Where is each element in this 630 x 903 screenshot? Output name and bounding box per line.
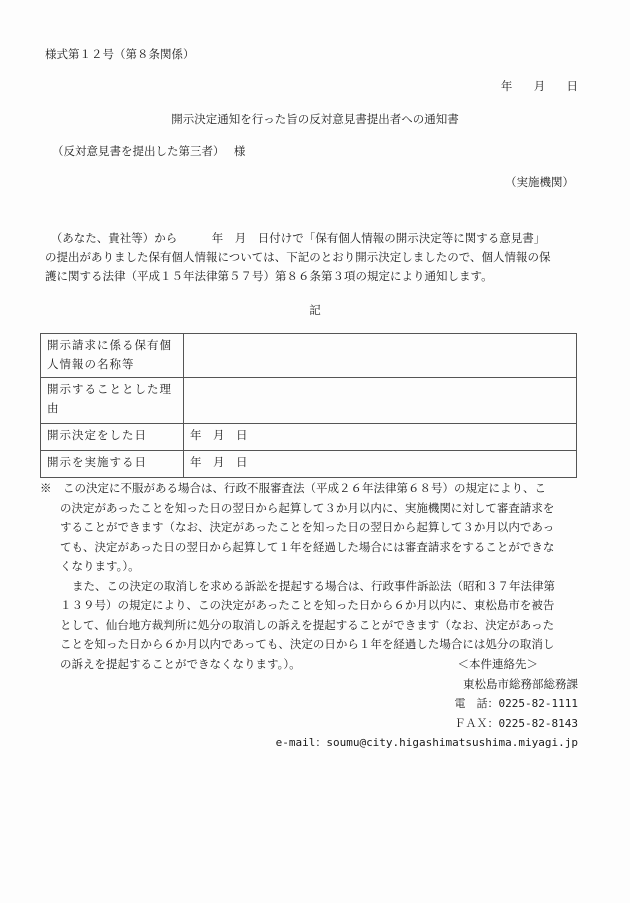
body-line: 護に関する法律（平成１５年法律第５７号）第８６条第３項の規定により通知します。 xyxy=(45,269,493,283)
note-line: ことを知った日から６か月以内であっても、決定の日から１年を経過した場合には処分の取消し xyxy=(60,637,555,651)
ki-heading: 記 xyxy=(309,303,321,317)
addressee: （反対意見書を提出した第三者） 様 xyxy=(52,144,246,158)
date-year: 年 xyxy=(500,79,513,93)
body-paragraph xyxy=(45,229,585,286)
row-value: 年 月 日 xyxy=(184,451,577,478)
implementing-agency: （実施機関） xyxy=(505,175,574,189)
row-label: 開示請求に係る保有個人情報の名称等 xyxy=(41,334,184,378)
table-row xyxy=(41,424,577,451)
body-line: の提出がありました保有個人情報については、下記のとおり開示決定しましたので、個人情報の保 xyxy=(45,250,551,264)
note-line: ても、決定があった日の翌日から起算して１年を経過した場合には審査請求をすることができな xyxy=(60,539,555,554)
form-number: 様式第１２号（第８条関係） xyxy=(45,47,195,61)
note-line: の決定があったことを知った日の翌日から起算して３か月以内に、実施機関に対して審査請求を xyxy=(60,500,555,515)
note-line: の訴えを提起することができなくなります。）。 xyxy=(60,656,301,671)
note-line: また、この決定の取消しを求める訴訟を提起する場合は、行政事件訴訟法（昭和３７年法律第 xyxy=(72,578,555,593)
row-label: 開示することとした理由 xyxy=(41,378,184,424)
row-value xyxy=(184,378,577,424)
appeal-notice xyxy=(40,479,585,674)
date-month: 月 xyxy=(533,79,546,93)
date-day: 日 xyxy=(566,79,578,93)
table-row xyxy=(41,451,577,478)
contact-email[interactable]: e-mail：soumu@city.higashimatsushima.miyagi.jp xyxy=(275,736,578,749)
issue-date xyxy=(501,77,578,95)
note-line: ※ この決定に不服がある場合は、行政不服審査法（平成２６年法律第６８号）の規定により、こ xyxy=(40,481,546,495)
table-row xyxy=(41,378,577,424)
disclosure-info-table xyxy=(40,333,577,478)
note-line: することができます（なお、決定があったことを知った日の翌日から起算して３か月以内であっ xyxy=(60,520,555,534)
table-row xyxy=(41,334,577,378)
body-line: （あなた、貴社等）から 年 月 日付けで「保有個人情報の開示決定等に関する意見書」 xyxy=(45,231,546,245)
document-title: 開示決定通知を行った旨の反対意見書提出者への通知書 xyxy=(171,112,459,126)
contact-block xyxy=(276,655,578,753)
note-line: として、仙台地方裁判所に処分の取消しの訴えを提起することができます（なお、決定があった xyxy=(60,617,555,632)
row-value: 年 月 日 xyxy=(184,424,577,451)
row-label: 開示決定をした日 xyxy=(41,424,184,451)
note-line: くなります。）。 xyxy=(60,559,140,573)
contact-fax: ＦＡＸ：0225-82-8143 xyxy=(454,716,578,730)
contact-heading: ＜本件連絡先＞ xyxy=(457,657,538,671)
row-label: 開示を実施する日 xyxy=(41,451,184,478)
contact-phone: 電 話：0225-82-1111 xyxy=(454,697,578,710)
row-value xyxy=(184,334,577,378)
contact-department: 東松島市総務部総務課 xyxy=(463,676,578,691)
note-line: １３９号）の規定により、この決定があったことを知った日から６か月以内に、東松島市を被告 xyxy=(60,598,555,612)
